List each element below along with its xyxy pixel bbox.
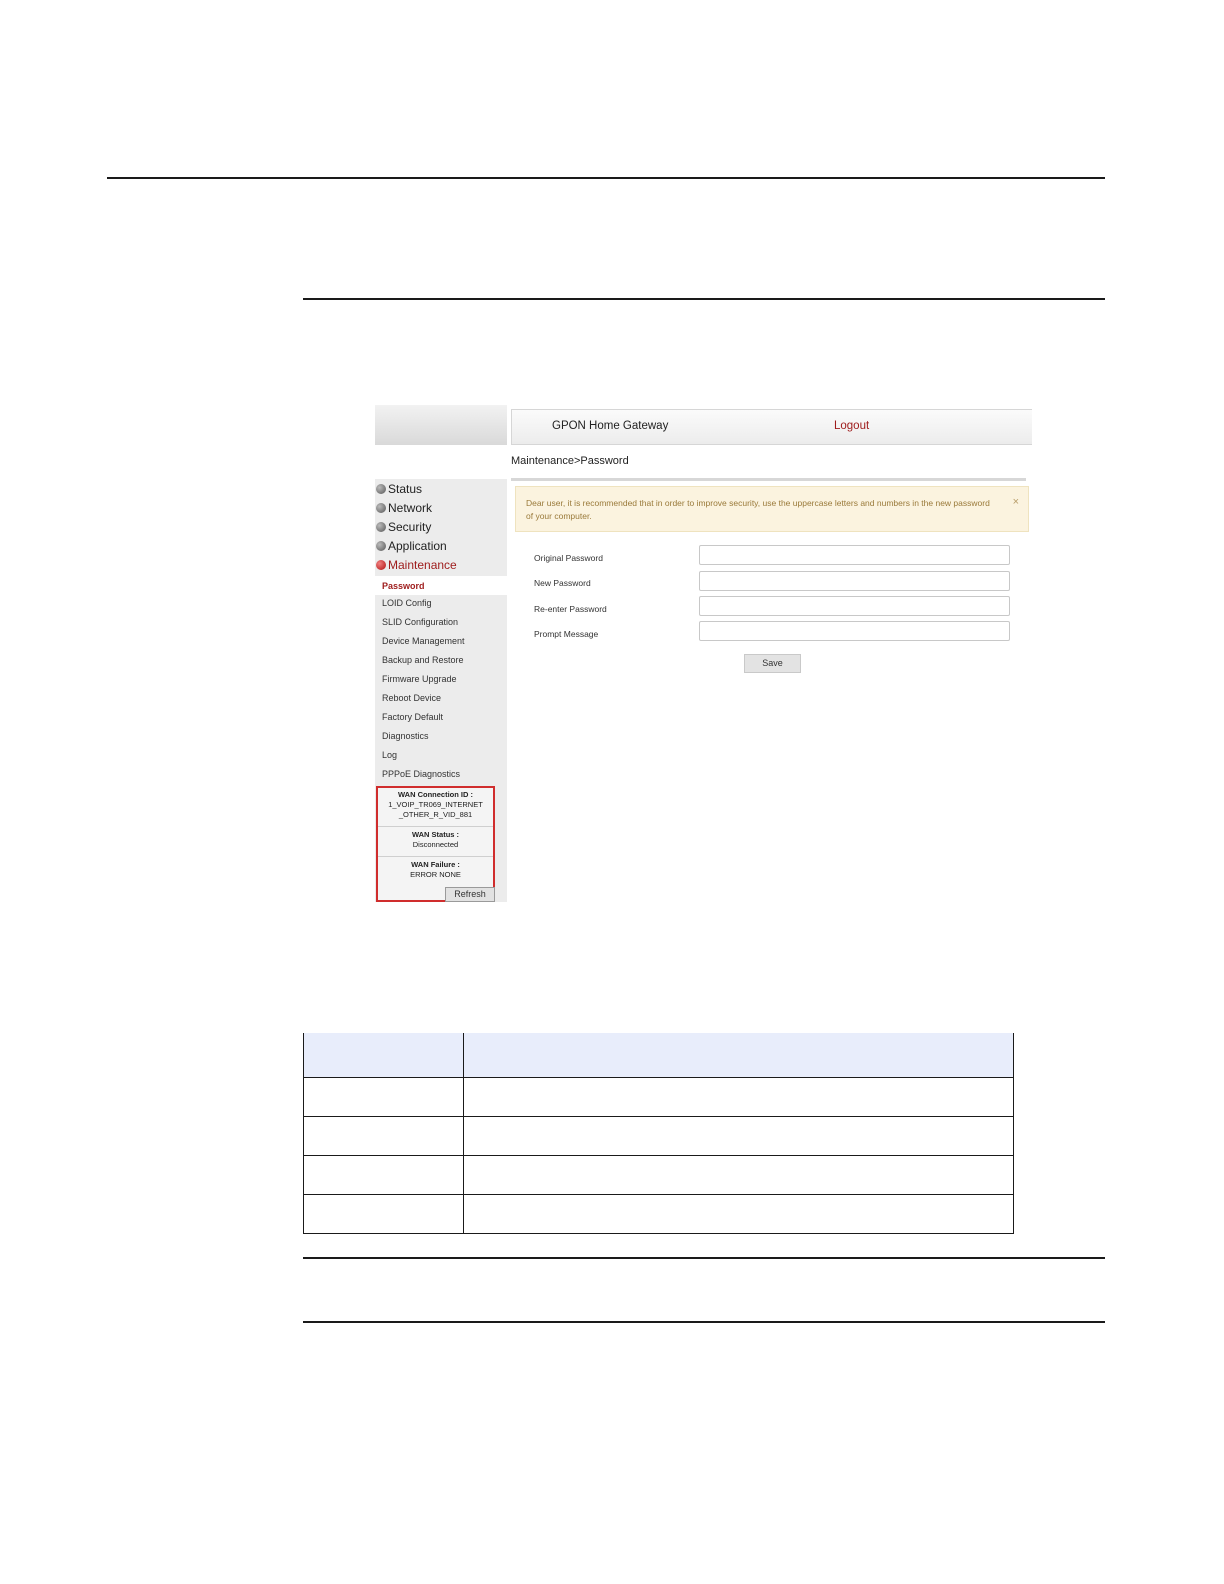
bullet-active-icon	[376, 560, 386, 570]
wan-failure	[378, 860, 493, 880]
menu-item-label: Network	[388, 501, 433, 515]
parameter-table	[303, 1033, 1014, 1234]
menu-item-network[interactable]	[376, 499, 432, 517]
menu-item-maintenance[interactable]	[376, 556, 457, 574]
wan-failure-value: ERROR NONE	[410, 870, 461, 879]
save-button[interactable]: Save	[744, 654, 801, 673]
wan-connection-id-line2: _OTHER_R_VID_881	[398, 810, 473, 819]
table-cell	[304, 1077, 464, 1116]
app-title: GPON Home Gateway	[552, 420, 669, 432]
alert-message: Dear user, it is recommended that in order to improve security, use the uppercase letters and numbers in the new password of your computer.	[526, 498, 990, 521]
table-row	[304, 1155, 1014, 1194]
bullet-icon	[376, 503, 386, 513]
bullet-icon	[376, 522, 386, 532]
menu-item-label: Status	[388, 482, 423, 496]
wan-status	[378, 830, 493, 850]
wan-status-value: Disconnected	[412, 840, 459, 849]
router-screenshot	[375, 405, 1032, 902]
wan-divider	[378, 826, 493, 827]
submenu-item-device-management[interactable]: Device Management	[382, 636, 465, 646]
table-cell	[304, 1116, 464, 1155]
menu-item-label: Application	[388, 539, 447, 553]
submenu-item-password[interactable]: Password	[382, 581, 425, 591]
table-cell	[464, 1194, 1014, 1233]
table-cell	[464, 1155, 1014, 1194]
breadcrumb: Maintenance>Password	[511, 455, 629, 467]
table-row	[304, 1077, 1014, 1116]
wan-status-label: WAN Status :	[411, 830, 460, 839]
sidebar-header	[375, 405, 507, 445]
menu-item-status[interactable]	[376, 480, 422, 498]
sidebar	[375, 405, 507, 902]
table-cell	[304, 1155, 464, 1194]
menu-item-label: Security	[388, 520, 432, 534]
table-cell	[304, 1194, 464, 1233]
wan-connection-id	[378, 790, 493, 820]
page-header-rule	[107, 177, 1105, 179]
breadcrumb-divider	[511, 478, 1026, 481]
bullet-icon	[376, 541, 386, 551]
wan-failure-label: WAN Failure :	[411, 860, 460, 869]
top-header-bar	[511, 409, 1032, 445]
submenu-item-loid-config[interactable]: LOID Config	[382, 598, 432, 608]
reenter-password-input[interactable]	[699, 596, 1010, 616]
new-password-input[interactable]	[699, 571, 1010, 591]
table-header-cell	[464, 1033, 1014, 1077]
menu-item-label: Maintenance	[388, 558, 457, 572]
close-icon[interactable]: ×	[1012, 496, 1019, 508]
reenter-password-label: Re-enter Password	[534, 604, 607, 614]
menu-item-security[interactable]	[376, 518, 431, 536]
prompt-message-input[interactable]	[699, 621, 1010, 641]
original-password-label: Original Password	[534, 553, 603, 563]
main-menu	[375, 479, 507, 576]
bullet-icon	[376, 484, 386, 494]
note-bottom-rule	[303, 1321, 1105, 1323]
submenu-item-reboot-device[interactable]: Reboot Device	[382, 693, 442, 703]
submenu-item-backup-restore[interactable]: Backup and Restore	[382, 655, 464, 665]
wan-divider	[378, 856, 493, 857]
section-top-rule	[303, 298, 1105, 300]
submenu-item-pppoe-diagnostics[interactable]: PPPoE Diagnostics	[382, 769, 461, 779]
original-password-input[interactable]	[699, 545, 1010, 565]
table-row	[304, 1194, 1014, 1233]
security-alert	[515, 486, 1029, 532]
submenu-active-row	[375, 576, 507, 596]
table-header-row	[304, 1033, 1014, 1077]
submenu-item-factory-default[interactable]: Factory Default	[382, 712, 444, 722]
submenu-item-slid-configuration[interactable]: SLID Configuration	[382, 617, 459, 627]
table-row	[304, 1116, 1014, 1155]
wan-connection-id-label: WAN Connection ID :	[398, 790, 473, 799]
new-password-label: New Password	[534, 578, 591, 588]
logout-link[interactable]: Logout	[834, 420, 870, 432]
wan-status-panel	[376, 786, 495, 902]
wan-connection-id-line1: 1_VOIP_TR069_INTERNET	[388, 800, 483, 809]
table-header-cell	[304, 1033, 464, 1077]
prompt-message-label: Prompt Message	[534, 629, 599, 639]
submenu-item-diagnostics[interactable]: Diagnostics	[382, 731, 429, 741]
submenu-item-firmware-upgrade[interactable]: Firmware Upgrade	[382, 674, 457, 684]
menu-item-application[interactable]	[376, 537, 447, 555]
table-cell	[464, 1077, 1014, 1116]
submenu-item-log[interactable]: Log	[382, 750, 398, 760]
refresh-button[interactable]: Refresh	[445, 887, 495, 902]
note-top-rule	[303, 1257, 1105, 1259]
table-cell	[464, 1116, 1014, 1155]
